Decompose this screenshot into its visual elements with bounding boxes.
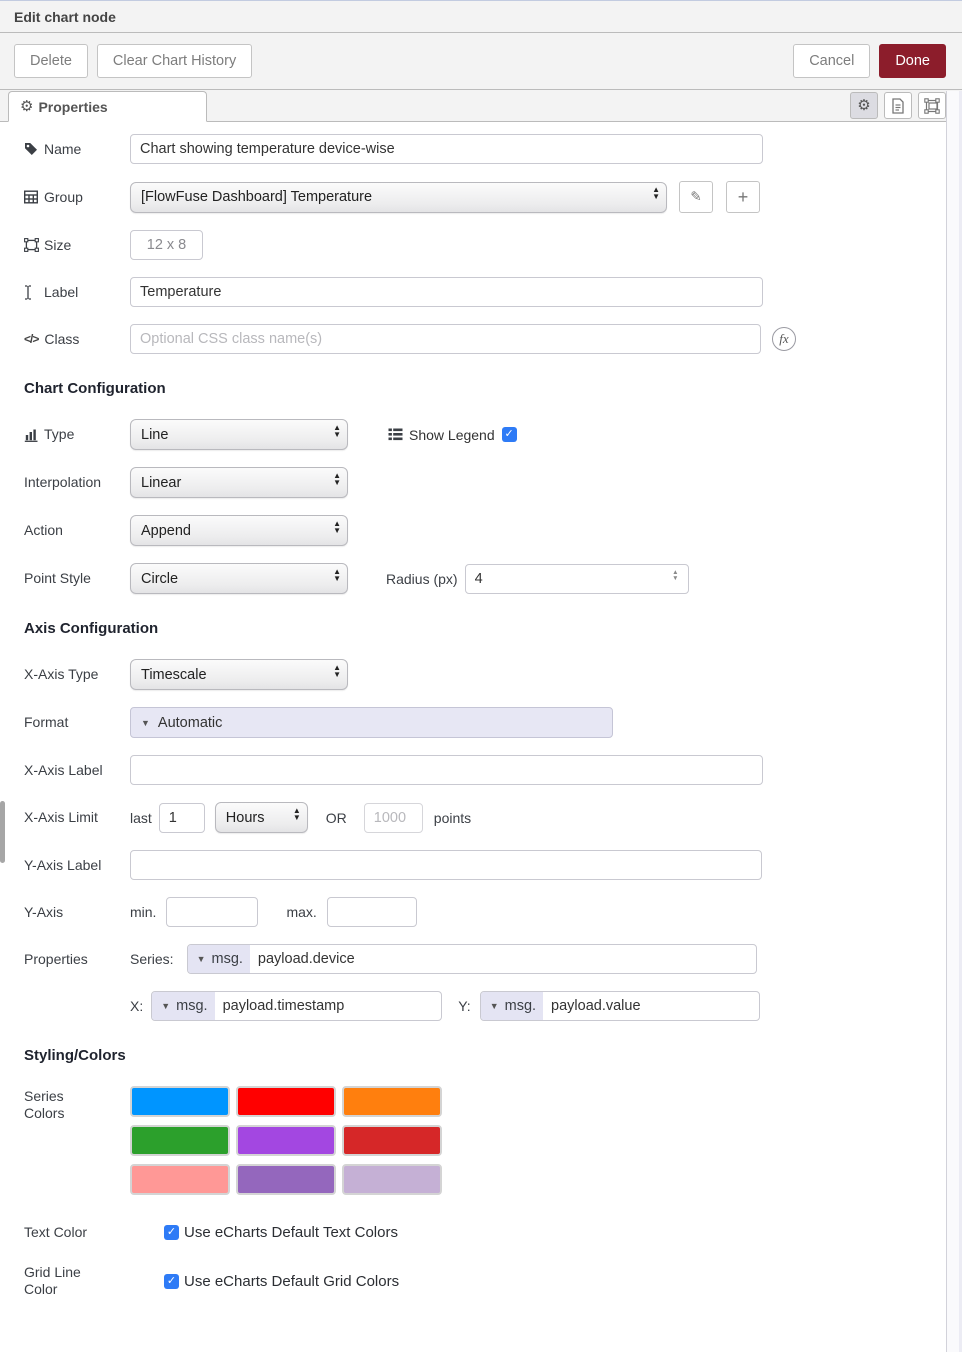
tag-icon xyxy=(24,142,38,156)
y-axis-label: Y-Axis xyxy=(24,903,64,920)
check-icon: ✓ xyxy=(504,428,514,440)
styling-colors-heading: Styling/Colors xyxy=(24,1047,126,1064)
xy-property-row xyxy=(130,991,938,1021)
class-label: </> Class xyxy=(24,330,80,347)
action-row xyxy=(24,515,938,546)
name-label: Name xyxy=(24,141,130,158)
radius-label: Radius (px) xyxy=(386,570,458,587)
node-settings-button[interactable] xyxy=(850,92,878,119)
y-typedinput[interactable]: ▼ msg. payload.value xyxy=(480,991,760,1021)
series-property-row xyxy=(24,944,938,974)
show-legend-group xyxy=(388,427,517,443)
chart-configuration-heading: Chart Configuration xyxy=(24,380,166,397)
series-label: Series: xyxy=(130,951,174,967)
or-label: OR xyxy=(325,809,347,826)
i-cursor-icon xyxy=(24,285,38,299)
properties-tab-label: Properties xyxy=(38,98,108,115)
interpolation-select[interactable]: Linear ▲ ▼ xyxy=(130,467,348,498)
x-axis-label-label: X-Axis Label xyxy=(24,761,103,778)
interpolation-label: Interpolation xyxy=(24,474,102,490)
x-axis-limit-label: X-Axis Limit xyxy=(24,809,98,825)
min-label: min. xyxy=(130,904,157,920)
format-row xyxy=(24,707,938,738)
grid-color-row xyxy=(24,1264,938,1298)
type-label: Type xyxy=(24,426,130,443)
size-label: Size xyxy=(24,237,130,254)
document-icon xyxy=(891,98,905,114)
check-icon: ✓ xyxy=(166,1274,177,1287)
type-row xyxy=(24,419,938,450)
x-type-button[interactable]: ▼ msg. xyxy=(152,992,214,1020)
select-stepper-icon: ▲ ▼ xyxy=(652,185,660,201)
scrollbar-thumb[interactable] xyxy=(0,801,5,863)
add-group-button[interactable] xyxy=(726,181,760,213)
chevron-down-icon: ▼ xyxy=(161,1001,171,1011)
color-swatch[interactable] xyxy=(236,1125,336,1156)
done-button[interactable]: Done xyxy=(879,44,946,78)
label-label: Label xyxy=(24,284,130,301)
plus-icon: + xyxy=(737,186,749,207)
point-style-label: Point Style xyxy=(24,570,91,586)
table-icon xyxy=(24,190,38,204)
label-input[interactable] xyxy=(130,277,763,307)
format-typedinput[interactable]: ▼ Automatic xyxy=(130,707,613,738)
x-axis-type-label: X-Axis Type xyxy=(24,666,99,682)
tray-header xyxy=(0,1,962,33)
text-color-checkbox[interactable] xyxy=(164,1225,179,1240)
object-group-icon xyxy=(24,238,38,252)
bar-chart-icon xyxy=(24,428,38,442)
text-color-row xyxy=(24,1217,938,1247)
text-color-checkbox-label: Use eCharts Default Text Colors xyxy=(184,1223,398,1241)
action-label: Action xyxy=(24,522,63,538)
y-property-label: Y: xyxy=(458,998,471,1014)
interpolation-row xyxy=(24,467,938,498)
points-label: points xyxy=(433,809,472,826)
select-stepper-icon: ▲ ▼ xyxy=(292,805,301,822)
node-description-button[interactable] xyxy=(884,92,912,119)
color-swatch[interactable] xyxy=(130,1164,230,1195)
size-row xyxy=(24,230,938,260)
select-stepper-icon: ▲ ▼ xyxy=(333,566,341,583)
series-colors-label: Series Colors xyxy=(24,1088,65,1121)
x-axis-label-row xyxy=(24,755,938,785)
appearance-icon xyxy=(924,98,940,114)
point-style-select[interactable]: Circle ▲ ▼ xyxy=(130,563,348,594)
series-type-button[interactable]: ▼ msg. xyxy=(188,945,250,973)
show-legend-label: Show Legend xyxy=(409,426,495,443)
delete-button[interactable]: Delete xyxy=(14,44,88,78)
y-min-input[interactable] xyxy=(166,897,258,927)
tab-actions xyxy=(850,92,946,119)
radius-value[interactable] xyxy=(475,571,673,587)
group-select[interactable]: [FlowFuse Dashboard] Temperature ▲ ▼ xyxy=(130,182,667,213)
clear-chart-history-button[interactable]: Clear Chart History xyxy=(97,44,252,78)
select-stepper-icon: ▲ ▼ xyxy=(333,422,341,439)
color-swatch[interactable] xyxy=(236,1164,336,1195)
check-icon: ✓ xyxy=(166,1225,177,1238)
series-colors-row xyxy=(24,1086,938,1195)
select-stepper-icon: ▲ ▼ xyxy=(333,518,341,535)
edit-group-button[interactable] xyxy=(679,181,713,213)
show-legend-checkbox[interactable] xyxy=(502,427,517,442)
y-axis-label-row xyxy=(24,850,938,880)
name-input[interactable] xyxy=(130,134,763,164)
color-swatch[interactable] xyxy=(342,1125,442,1156)
x-typedinput[interactable]: ▼ msg. payload.timestamp xyxy=(151,991,442,1021)
grid-color-checkbox-label: Use eCharts Default Grid Colors xyxy=(184,1272,400,1290)
select-stepper-icon: ▲ ▼ xyxy=(333,662,341,679)
x-limit-amount-input[interactable] xyxy=(159,803,205,833)
series-typedinput[interactable]: ▼ msg. payload.device xyxy=(187,944,757,974)
group-row xyxy=(24,181,938,213)
max-label: max. xyxy=(286,904,317,920)
x-axis-type-select[interactable]: Timescale ▲ ▼ xyxy=(130,659,348,690)
grid-color-label: Grid Line Color xyxy=(24,1264,81,1297)
x-axis-type-row xyxy=(24,659,938,690)
y-type-button[interactable]: ▼ msg. xyxy=(481,992,543,1020)
chevron-down-icon: ▼ xyxy=(141,717,150,728)
label-row xyxy=(24,277,938,307)
gear-icon: ⚙ xyxy=(20,98,34,115)
type-select[interactable]: Line ▲ ▼ xyxy=(130,419,348,450)
x-limit-points-input[interactable] xyxy=(364,803,423,833)
color-swatch[interactable] xyxy=(130,1125,230,1156)
y-max-input[interactable] xyxy=(327,897,417,927)
y-axis-label-label: Y-Axis Label xyxy=(24,856,102,873)
format-label: Format xyxy=(24,714,69,730)
tab-properties[interactable] xyxy=(8,91,207,122)
point-style-row xyxy=(24,563,938,594)
chevron-down-icon: ▼ xyxy=(196,954,206,964)
pencil-icon: ✎ xyxy=(690,189,702,204)
tray-toolbar xyxy=(0,33,962,90)
gear-icon: ⚙ xyxy=(857,97,871,114)
x-axis-label-input[interactable] xyxy=(130,755,763,785)
group-label: Group xyxy=(24,189,130,206)
color-swatch[interactable] xyxy=(236,1086,336,1117)
class-input[interactable] xyxy=(130,324,761,354)
properties-form xyxy=(0,122,962,1298)
action-select[interactable]: Append ▲ ▼ xyxy=(130,515,348,546)
chevron-down-icon: ▼ xyxy=(489,1001,499,1011)
x-property-label: X: xyxy=(130,998,144,1014)
name-row xyxy=(24,134,938,164)
class-row xyxy=(24,324,938,354)
select-stepper-icon: ▲ ▼ xyxy=(333,470,341,487)
series-colors-grid xyxy=(130,1086,442,1195)
x-axis-limit-row xyxy=(24,802,938,833)
tab-bar xyxy=(0,90,962,122)
node-appearance-button[interactable] xyxy=(918,92,946,119)
th-list-icon xyxy=(388,428,402,442)
cancel-button[interactable]: Cancel xyxy=(793,44,870,78)
axis-configuration-heading: Axis Configuration xyxy=(24,620,159,637)
tray-resize-edge[interactable] xyxy=(946,91,962,1352)
code-icon: </> xyxy=(24,331,39,346)
last-label: last xyxy=(130,809,152,826)
color-swatch[interactable] xyxy=(342,1086,442,1117)
text-color-label: Text Color xyxy=(24,1223,88,1240)
spinner-icon[interactable]: ▲ ▼ xyxy=(672,568,679,582)
x-limit-unit-select[interactable]: Hours ▲ ▼ xyxy=(215,802,308,833)
radius-input[interactable] xyxy=(465,564,689,594)
grid-color-checkbox[interactable] xyxy=(164,1274,179,1289)
properties-label: Properties xyxy=(24,950,88,967)
color-swatch[interactable] xyxy=(130,1086,230,1117)
y-axis-label-input[interactable] xyxy=(130,850,762,880)
color-swatch[interactable] xyxy=(342,1164,442,1195)
size-button[interactable]: 12 x 8 xyxy=(130,230,203,260)
dialog-title: Edit chart node xyxy=(14,8,116,25)
y-axis-row xyxy=(24,897,938,927)
fx-icon[interactable]: fx xyxy=(772,327,796,351)
